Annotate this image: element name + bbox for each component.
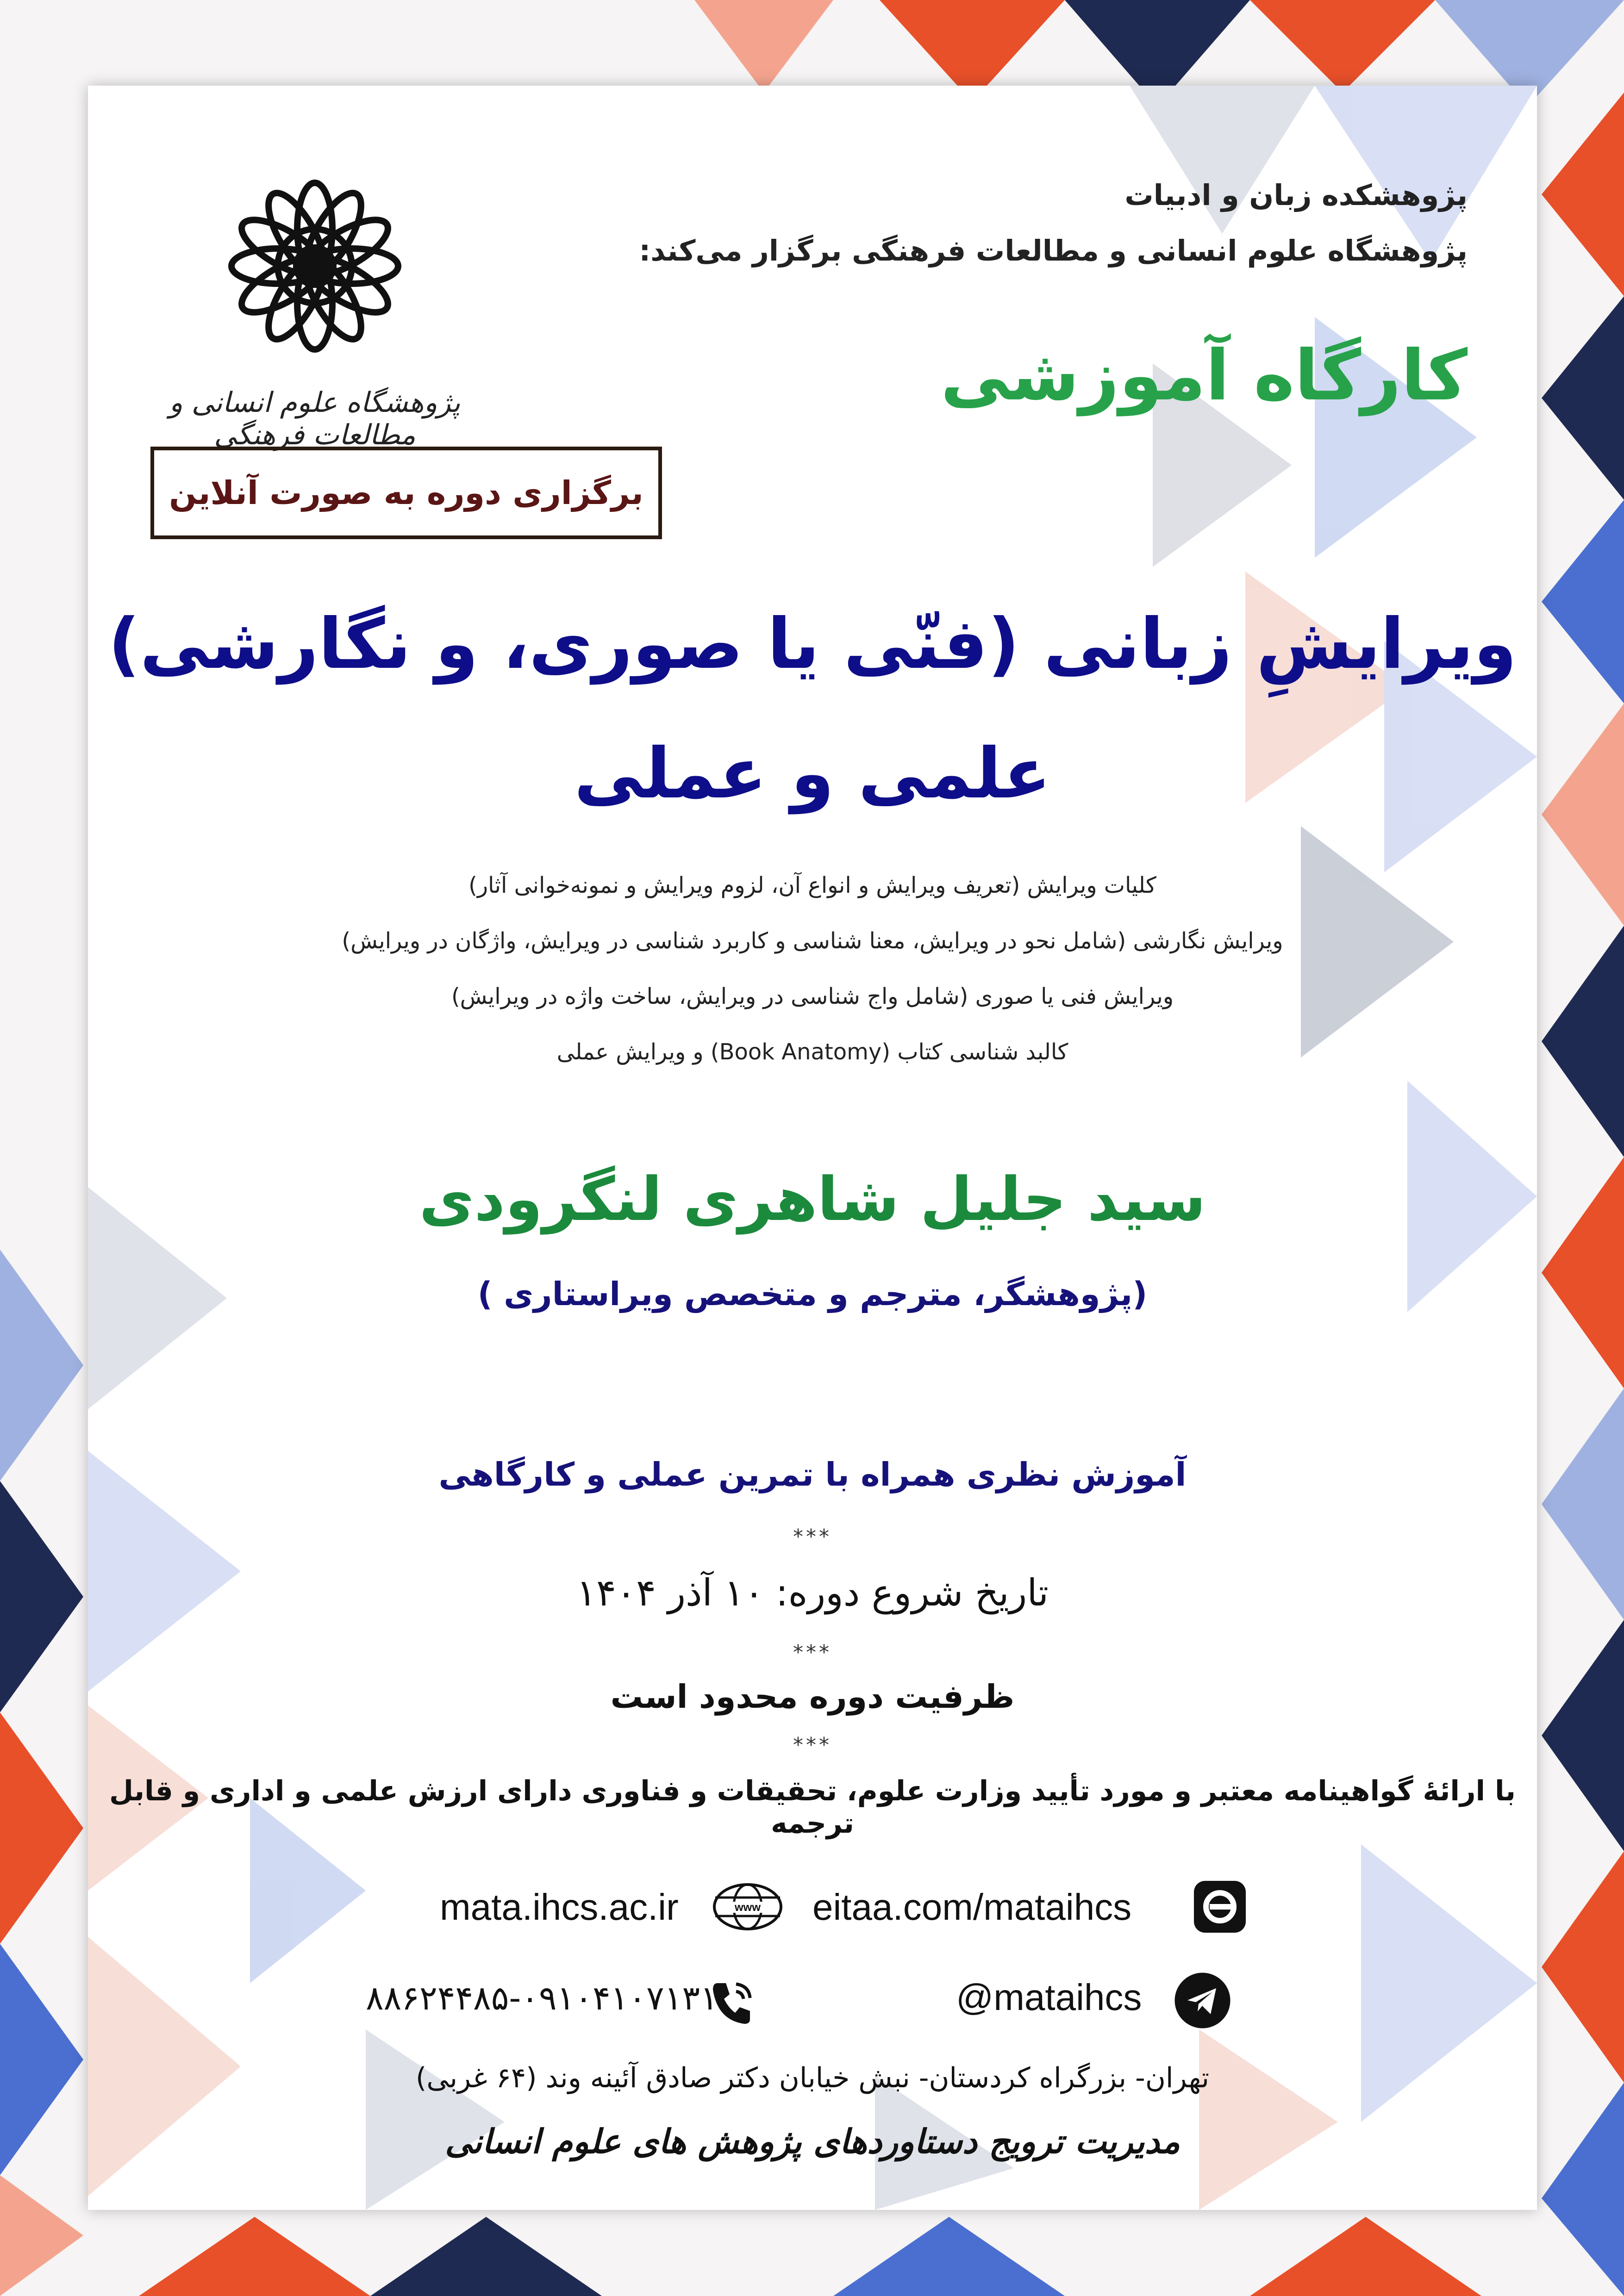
- org-line-1: پژوهشکده زبان و ادبیات: [1124, 178, 1468, 212]
- telegram-icon: [1174, 1972, 1231, 2029]
- start-date: تاریخ شروع دوره: ۱۰ آذر ۱۴۰۴: [576, 1571, 1049, 1614]
- telegram-handle[interactable]: @mataihcs: [956, 1977, 1142, 2018]
- topic-item: کلیات ویرایش (تعریف ویرایش و انواع آن، لزوم ویرایش و نمونه‌خوانی آثار): [468, 872, 1156, 898]
- course-title-line-2: علمی و عملی: [574, 734, 1051, 814]
- topic-item: ویرایش نگارشی (شامل نحو در ویرایش، معنا شناسی و کاربرد شناسی در ویرایش، واژگان در ویرایش): [342, 928, 1283, 954]
- management-name: مدیریت ترویج دستاوردهای پژوهش های علوم انسانی: [445, 2122, 1180, 2161]
- instructor-name: سید جلیل شاهری لنگرودی: [419, 1164, 1206, 1234]
- eitaa-icon: [1192, 1879, 1248, 1935]
- rosette-logo-icon: [157, 155, 472, 377]
- course-title-line-1: ویرایشِ زبانی (فنّی یا صوری، و نگارشی): [108, 604, 1517, 684]
- separator-stars: ***: [793, 1525, 832, 1549]
- www-icon: [711, 1881, 785, 1932]
- svg-text:www: www: [734, 1901, 761, 1914]
- address: تهران- بزرگراه کردستان- نبش خیابان دکتر صادق آئینه وند (۶۴ غربی): [415, 2062, 1210, 2094]
- certificate-notice: با ارائهٔ گواهینامه معتبر و مورد تأیید وزارت علوم، تحقیقات و فناوری دارای ارزش علمی و اداری و قابل ترجمه: [109, 1775, 1516, 1840]
- workshop-label: کارگاه آموزشی: [940, 336, 1468, 416]
- capacity-notice: ظرفیت دوره محدود است: [610, 1678, 1015, 1716]
- separator-stars: ***: [793, 1733, 832, 1757]
- online-notice-text: برگزاری دوره به صورت آنلاین: [169, 474, 643, 512]
- topic-item: ویرایش فنی یا صوری (شامل واج شناسی در ویرایش، ساخت واژه در ویرایش): [451, 983, 1174, 1009]
- instructor-role: (پژوهشگر، مترجم و متخصص ویراستاری ): [477, 1275, 1148, 1313]
- online-notice-box: [150, 447, 662, 539]
- topic-item: کالبد شناسی کتاب (Book Anatomy) و ویرایش عملی: [556, 1039, 1068, 1065]
- separator-stars: ***: [793, 1641, 832, 1664]
- phone-numbers[interactable]: ۸۸۶۲۴۴۸۵-۰۹۱۰۴۱۰۷۱۳۱: [366, 1979, 718, 2017]
- poster-card: [88, 86, 1537, 2210]
- website-link[interactable]: mata.ihcs.ac.ir: [440, 1886, 679, 1928]
- org-line-2: پژوهشگاه علوم انسانی و مطالعات فرهنگی برگزار می‌کند:: [639, 234, 1468, 268]
- logo-caption: پژوهشگاه علوم انسانی و مطالعات فرهنگی: [169, 386, 461, 451]
- training-method: آموزش نظری همراه با تمرین عملی و کارگاهی: [438, 1456, 1187, 1493]
- eitaa-link[interactable]: eitaa.com/mataihcs: [812, 1886, 1132, 1928]
- institute-logo: [157, 155, 472, 479]
